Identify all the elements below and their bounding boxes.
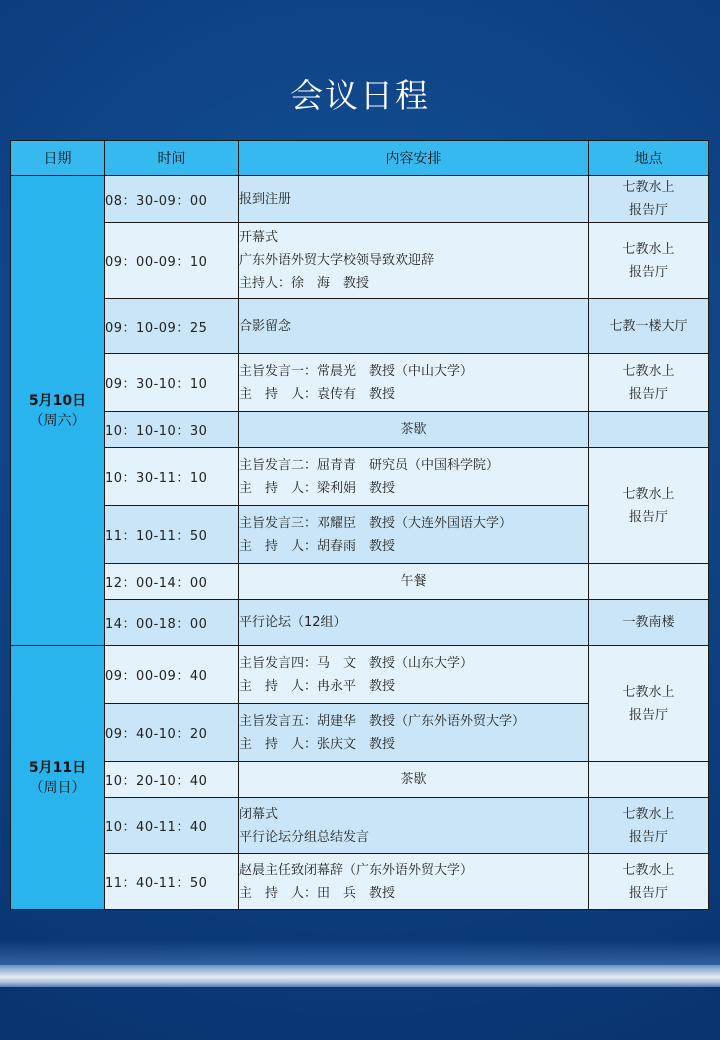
content-line: 主旨发言三：邓耀臣 教授（大连外国语大学）	[239, 515, 513, 531]
header-row	[11, 141, 709, 176]
place-line: 报告厅	[628, 203, 668, 218]
content-cell	[239, 176, 589, 223]
place-line: 七教水上	[622, 486, 675, 502]
place-line: 一教南楼	[622, 615, 675, 630]
time-cell: 11：10-11：50	[105, 506, 239, 564]
content-line: 开幕式	[239, 230, 279, 245]
content-line: 平行论坛（12组）	[239, 615, 347, 630]
table-row	[11, 600, 709, 646]
content-line: 主 持 人：冉永平 教授	[239, 678, 396, 694]
time-cell: 09：30-10：10	[105, 354, 239, 412]
place-cell	[589, 646, 709, 762]
table-row	[11, 354, 709, 412]
content-line: 主旨发言四：马 文 教授（山东大学）	[239, 655, 474, 671]
place-cell	[589, 299, 709, 354]
place-line: 报告厅	[628, 386, 668, 402]
table-row	[11, 448, 709, 506]
content-line: 平行论坛分组总结发言	[239, 829, 370, 845]
time-cell: 12：00-14：00	[105, 564, 239, 600]
content-cell	[239, 854, 589, 910]
place-cell	[589, 176, 709, 223]
content-line: 主 持 人：袁传有 教授	[239, 386, 396, 402]
time-cell: 09：00-09：40	[105, 646, 239, 704]
page-title: 会议日程	[290, 76, 430, 115]
content-line: 主旨发言二：屈青青 研究员（中国科学院）	[239, 457, 500, 473]
date-label: 5月11日	[28, 759, 87, 776]
table-row	[11, 854, 709, 910]
time-cell: 10：20-10：40	[105, 762, 239, 798]
place-line: 七教水上	[622, 806, 675, 822]
content-line: 赵晨主任致闭幕辞（广东外语外贸大学）	[239, 862, 474, 878]
content-line: 主 持 人：田 兵 教授	[239, 885, 396, 901]
date-label: 5月10日	[28, 392, 87, 409]
place-line: 七教水上	[622, 684, 675, 700]
table-row	[11, 412, 709, 448]
content-cell	[239, 646, 589, 704]
time-cell: 09：00-09：10	[105, 223, 239, 299]
place-line: 七教水上	[622, 180, 675, 195]
content-line: 茶歇	[400, 422, 427, 437]
header-date: 日期	[11, 141, 105, 176]
content-line: 午餐	[400, 574, 427, 589]
content-cell	[239, 354, 589, 412]
table-row	[11, 564, 709, 600]
time-cell: 10：30-11：10	[105, 448, 239, 506]
content-cell	[239, 798, 589, 854]
place-cell	[589, 223, 709, 299]
table-row	[11, 798, 709, 854]
content-line: 主旨发言五：胡建华 教授（广东外语外贸大学）	[239, 713, 526, 729]
content-cell	[239, 564, 589, 600]
content-line: 合影留念	[239, 318, 292, 334]
weekday-label: （周六）	[29, 412, 86, 429]
content-cell	[239, 704, 589, 762]
place-cell	[589, 354, 709, 412]
place-cell-empty	[589, 564, 709, 600]
table-row	[11, 762, 709, 798]
content-cell	[239, 448, 589, 506]
place-line: 报告厅	[628, 264, 668, 280]
content-line: 广东外语外贸大学校领导致欢迎辞	[239, 253, 435, 268]
table-row	[11, 299, 709, 354]
time-cell: 10：10-10：30	[105, 412, 239, 448]
time-cell: 14：00-18：00	[105, 600, 239, 646]
time-cell: 09：40-10：20	[105, 704, 239, 762]
content-cell	[239, 600, 589, 646]
place-cell-empty	[589, 762, 709, 798]
content-line: 主 持 人：梁利娟 教授	[239, 480, 396, 496]
place-line: 七教水上	[622, 862, 675, 878]
content-line: 主持人：徐 海 教授	[239, 276, 370, 291]
place-cell-empty	[589, 412, 709, 448]
content-cell	[239, 223, 589, 299]
place-cell	[589, 600, 709, 646]
place-line: 报告厅	[628, 707, 668, 723]
date-cell-day1	[11, 176, 105, 646]
content-cell	[239, 299, 589, 354]
date-cell-day2	[11, 646, 105, 910]
time-cell: 11：40-11：50	[105, 854, 239, 910]
content-line: 茶歇	[400, 772, 427, 787]
time-cell: 09：10-09：25	[105, 299, 239, 354]
place-cell	[589, 448, 709, 564]
place-cell	[589, 798, 709, 854]
place-line: 七教水上	[622, 363, 675, 379]
header-time: 时间	[105, 141, 239, 176]
content-line: 闭幕式	[239, 806, 279, 822]
header-content: 内容安排	[239, 141, 589, 176]
table-row	[11, 646, 709, 704]
place-line: 七教一楼大厅	[609, 318, 688, 334]
place-line: 七教水上	[622, 241, 675, 257]
place-cell	[589, 854, 709, 910]
place-line: 报告厅	[628, 509, 668, 525]
schedule-table	[10, 140, 709, 910]
place-line: 报告厅	[628, 885, 668, 901]
bottom-band-decoration	[0, 965, 720, 987]
table-row	[11, 223, 709, 299]
content-line: 主 持 人：胡春雨 教授	[239, 538, 396, 554]
content-cell	[239, 412, 589, 448]
content-line: 主 持 人：张庆文 教授	[239, 736, 396, 752]
time-cell: 08：30-09：00	[105, 176, 239, 223]
place-line: 报告厅	[628, 829, 668, 845]
weekday-label: （周日）	[29, 779, 86, 796]
content-line: 报到注册	[239, 191, 292, 207]
table-row	[11, 176, 709, 223]
time-cell: 10：40-11：40	[105, 798, 239, 854]
content-line: 主旨发言一：常晨光 教授（中山大学）	[239, 363, 474, 379]
content-cell	[239, 762, 589, 798]
content-cell	[239, 506, 589, 564]
header-place: 地点	[589, 141, 709, 176]
